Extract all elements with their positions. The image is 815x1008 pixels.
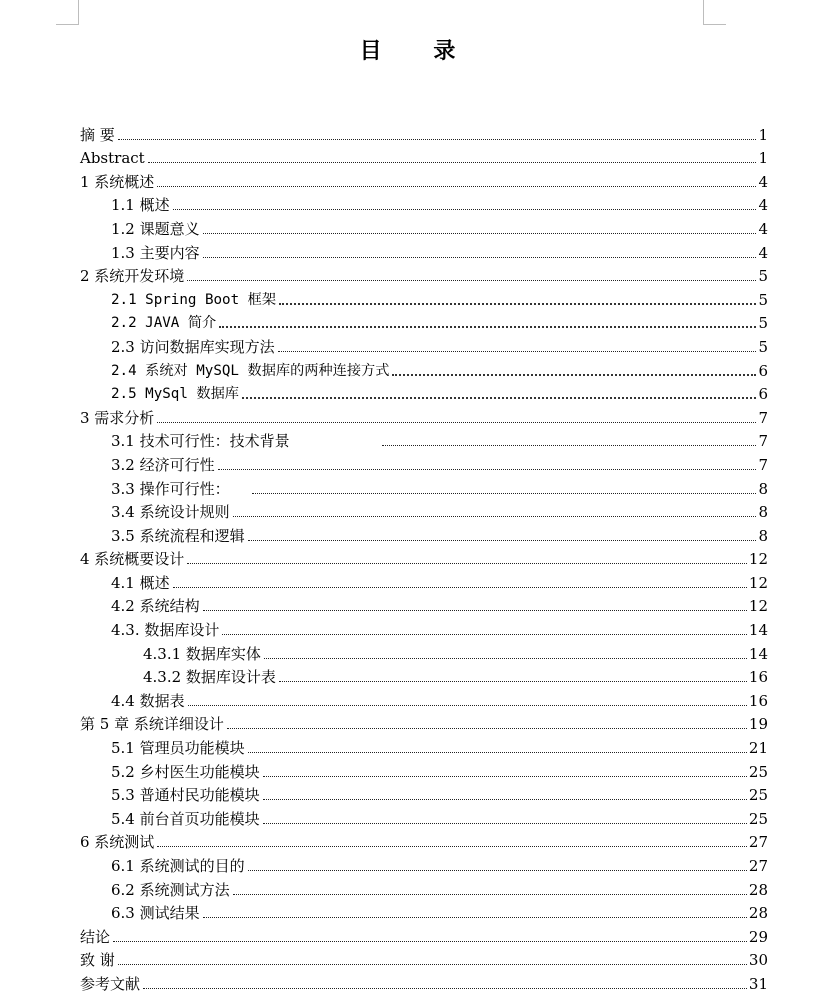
toc-leader-dots (203, 916, 747, 918)
toc-entry-page-number: 6 (758, 361, 768, 380)
toc-leader-dots (279, 680, 747, 682)
toc-entry[interactable] (80, 852, 768, 876)
toc-entry[interactable] (80, 286, 768, 310)
toc-entry-label: 4.3. 数据库设计 (111, 621, 220, 640)
toc-entry-page-number: 12 (748, 550, 768, 569)
toc-entry-label: 6 系统测试 (80, 833, 155, 852)
toc-entry-page-number: 8 (758, 526, 768, 545)
toc-entry[interactable] (80, 923, 768, 947)
toc-entry-label: 4.2 系统结构 (111, 597, 200, 616)
toc-entry[interactable] (80, 947, 768, 971)
toc-entry-page-number: 7 (758, 432, 768, 451)
toc-entry-page-number: 21 (748, 739, 768, 758)
toc-entry[interactable] (80, 711, 768, 735)
toc-leader-dots (278, 350, 756, 352)
toc-leader-dots (148, 161, 756, 163)
toc-entry[interactable] (80, 900, 768, 924)
toc-entry-page-number: 5 (758, 337, 768, 356)
toc-entry-label: 3.4 系统设计规则 (111, 503, 230, 522)
toc-entry[interactable] (80, 970, 768, 994)
toc-leader-dots (248, 539, 756, 541)
toc-entry-page-number: 19 (748, 715, 768, 734)
crop-mark-top-right (703, 0, 726, 25)
toc-entry-page-number: 28 (748, 880, 768, 899)
toc-entry-label: 摘 要 (80, 125, 115, 144)
toc-entry-page-number: 16 (748, 668, 768, 687)
toc-leader-dots (263, 798, 747, 800)
toc-entry[interactable] (80, 805, 768, 829)
toc-entry-page-number: 8 (758, 479, 768, 498)
toc-leader-dots (203, 609, 747, 611)
toc-leader-dots (187, 562, 747, 564)
toc-entry-page-number: 16 (748, 691, 768, 710)
toc-leader-dots (263, 822, 747, 824)
toc-entry-label: 第 5 章 系统详细设计 (80, 715, 224, 734)
toc-leader-dots (157, 185, 756, 187)
toc-entry[interactable] (80, 593, 768, 617)
toc-entry[interactable] (80, 168, 768, 192)
toc-leader-dots (233, 515, 756, 517)
toc-entry[interactable] (80, 687, 768, 711)
toc-entry[interactable] (80, 333, 768, 357)
toc-entry-page-number: 31 (748, 974, 768, 993)
toc-entry-label: 2.3 访问数据库实现方法 (111, 337, 275, 356)
toc-entry-label: 6.3 测试结果 (111, 904, 200, 923)
toc-entry-page-number: 4 (758, 219, 768, 238)
toc-entry-label: 1.1 概述 (111, 196, 170, 215)
toc-entry[interactable] (80, 782, 768, 806)
toc-entry-page-number: 28 (748, 904, 768, 923)
toc-entry[interactable] (80, 475, 768, 499)
toc-entry-label: 致 谢 (80, 951, 115, 970)
toc-leader-dots (113, 940, 747, 942)
toc-entry-page-number: 4 (758, 172, 768, 191)
toc-entry[interactable] (80, 640, 768, 664)
toc-entry-label: 4.3.2 数据库设计表 (143, 668, 276, 687)
toc-leader-dots (248, 751, 747, 753)
toc-entry[interactable] (80, 876, 768, 900)
toc-entry-label: 2.4 系统对 MySQL 数据库的两种连接方式 (111, 362, 390, 379)
toc-entry-label: 4.4 数据表 (111, 691, 185, 710)
toc-entry-label: 2.1 Spring Boot 框架 (111, 291, 277, 308)
toc-leader-dots (279, 302, 756, 305)
toc-leader-dots (173, 586, 747, 588)
toc-leader-dots (157, 421, 756, 423)
toc-leader-dots (143, 987, 747, 989)
toc-leader-dots (252, 492, 756, 494)
toc-leader-dots (188, 704, 747, 706)
toc-entry-page-number: 27 (748, 857, 768, 875)
toc-entry-label: 3.2 经济可行性 (111, 455, 215, 474)
toc-entry[interactable] (80, 263, 768, 287)
toc-entry-page-number: 27 (748, 833, 768, 852)
toc-entry-label: 5.3 普通村民功能模块 (111, 786, 260, 805)
toc-entry-label: Abstract (80, 149, 145, 168)
toc-entry-page-number: 14 (748, 644, 768, 663)
toc-leader-dots (392, 373, 756, 376)
toc-leader-dots (263, 775, 747, 777)
table-of-contents (80, 121, 768, 994)
toc-entry[interactable] (80, 664, 768, 688)
toc-entry-label: 5.2 乡村医生功能模块 (111, 762, 260, 781)
toc-entry-label: 2.5 MySql 数据库 (111, 386, 239, 403)
toc-entry-page-number: 29 (748, 927, 768, 946)
toc-leader-dots (248, 869, 747, 871)
toc-entry-page-number: 25 (748, 786, 768, 805)
toc-entry-label: 5.4 前台首页功能模块 (111, 809, 260, 828)
toc-entry-label: 1 系统概述 (80, 172, 155, 191)
toc-entry-label: 4.1 概述 (111, 573, 170, 592)
toc-leader-dots (203, 232, 756, 234)
toc-entry-page-number: 7 (758, 455, 768, 474)
toc-entry-label: 结论 (80, 927, 111, 946)
toc-entry[interactable] (80, 758, 768, 782)
toc-entry[interactable] (80, 451, 768, 475)
toc-entry-label: 2.2 JAVA 简介 (111, 315, 217, 332)
toc-entry-label: 5.1 管理员功能模块 (111, 739, 245, 758)
toc-leader-dots (187, 279, 756, 281)
toc-entry-page-number: 12 (748, 573, 768, 592)
toc-entry-page-number: 4 (758, 196, 768, 215)
toc-leader-dots (227, 727, 747, 729)
toc-leader-dots (242, 396, 756, 399)
toc-leader-dots (218, 468, 756, 470)
toc-entry-label: 3.5 系统流程和逻辑 (111, 526, 245, 545)
toc-entry[interactable] (80, 145, 768, 169)
toc-entry[interactable] (80, 499, 768, 523)
toc-entry[interactable] (80, 734, 768, 758)
toc-entry[interactable] (80, 404, 768, 428)
toc-leader-dots (264, 657, 747, 659)
toc-entry-page-number: 5 (758, 267, 768, 286)
toc-entry[interactable] (80, 616, 768, 640)
toc-entry-page-number: 25 (748, 762, 768, 781)
toc-entry[interactable] (80, 310, 768, 334)
toc-entry-label: 2 系统开发环境 (80, 267, 185, 286)
toc-entry[interactable] (80, 522, 768, 546)
toc-leader-dots (382, 444, 756, 446)
toc-entry-label: 6.2 系统测试方法 (111, 880, 230, 899)
toc-leader-dots (222, 633, 747, 635)
toc-entry-page-number: 4 (758, 243, 768, 262)
toc-entry-label: 3 需求分析 (80, 408, 155, 427)
toc-entry[interactable] (80, 381, 768, 405)
toc-entry[interactable] (80, 546, 768, 570)
toc-entry-page-number: 30 (748, 951, 768, 970)
toc-entry-label: 3.3 操作可行性： (111, 479, 230, 498)
toc-entry-page-number: 6 (758, 385, 768, 404)
toc-entry-page-number: 12 (748, 597, 768, 616)
toc-leader-dots (219, 325, 756, 328)
toc-entry-label: 3.1 技术可行性：技术背景 (111, 432, 290, 451)
toc-entry[interactable] (80, 569, 768, 593)
toc-entry[interactable] (80, 121, 768, 145)
toc-entry-label: 4.3.1 数据库实体 (143, 644, 261, 663)
toc-title: 目 录 (359, 39, 478, 64)
toc-entry-page-number: 25 (748, 809, 768, 828)
crop-mark-top-left (56, 0, 79, 25)
toc-entry[interactable] (80, 357, 768, 381)
toc-entry-page-number: 5 (758, 314, 768, 333)
toc-entry-page-number: 1 (758, 125, 768, 144)
toc-entry-label: 1.3 主要内容 (111, 243, 200, 262)
toc-leader-dots (203, 256, 756, 258)
toc-leader-dots (233, 893, 747, 895)
toc-entry[interactable] (80, 829, 768, 853)
toc-entry-label: 4 系统概要设计 (80, 550, 185, 569)
toc-entry-label: 6.1 系统测试的目的 (111, 857, 245, 875)
toc-entry-page-number: 5 (758, 290, 768, 309)
toc-entry-page-number: 14 (748, 621, 768, 640)
toc-entry[interactable] (80, 215, 768, 239)
toc-leader-dots (118, 963, 747, 965)
toc-leader-dots (173, 208, 756, 210)
toc-entry-label: 参考文献 (80, 974, 141, 993)
toc-entry-label: 1.2 课题意义 (111, 219, 200, 238)
toc-leader-dots (157, 845, 747, 847)
toc-entry[interactable] (80, 192, 768, 216)
toc-entry[interactable] (80, 428, 768, 452)
toc-entry-page-number: 1 (758, 149, 768, 168)
toc-entry-page-number: 7 (758, 408, 768, 427)
toc-entry-page-number: 8 (758, 503, 768, 522)
toc-entry[interactable] (80, 239, 768, 263)
toc-leader-dots (118, 138, 756, 140)
